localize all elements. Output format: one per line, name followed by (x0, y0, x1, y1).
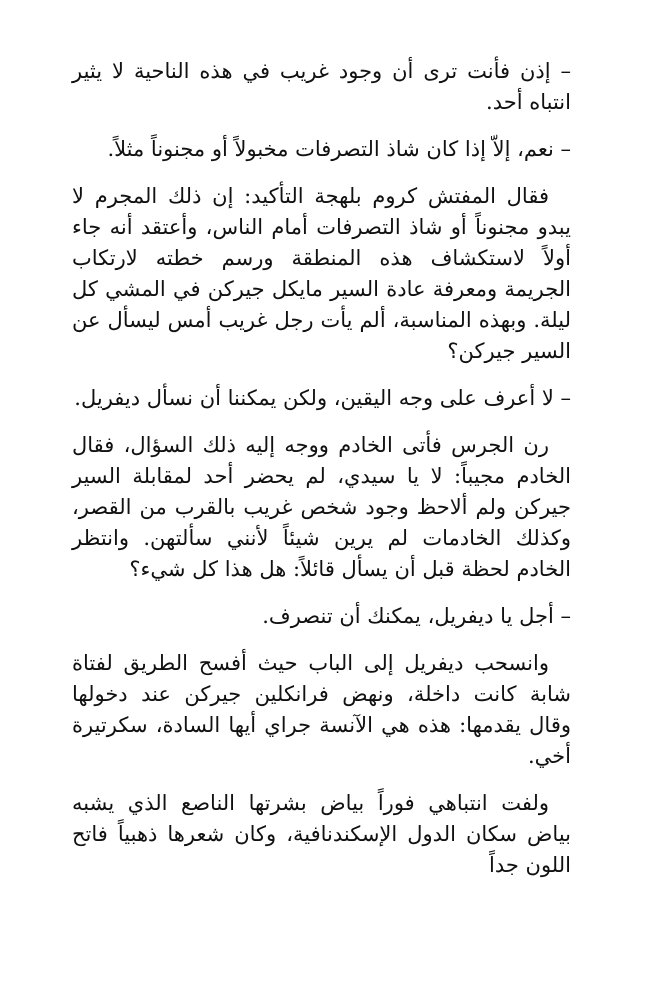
dialogue-paragraph: – أجل يا ديفريل، يمكنك أن تنصرف. (262, 604, 571, 628)
narrative-paragraph: ولفت انتباهي فوراً بياض بشرتها الناصع الذي يشبه بياض سكان الدول الإسكندنافية، وكان شعرها ذهبياً فاتح اللون جداً (72, 791, 571, 877)
dialogue-paragraph: – نعم، إلاّ إذا كان شاذ التصرفات مخبولاً أو مجنوناً مثلاً. (107, 137, 571, 161)
narrative-paragraph: وانسحب ديفريل إلى الباب حيث أفسح الطريق لفتاة شابة كانت داخلة، ونهض فرانكلين جيركن عند دخولها وقال يقدمها: هذه هي الآنسة جراي أيها السادة، سكرتيرة أخي. (72, 651, 571, 768)
dialogue-paragraph: – لا أعرف على وجه اليقين، ولكن يمكننا أن نسأل ديفريل. (74, 386, 571, 410)
narrative-paragraph: رن الجرس فأتى الخادم ووجه إليه ذلك السؤال، فقال الخادم مجيباً: لا يا سيدي، لم يحضر أحد لمقابلة السير جيركن ولم ألاحظ وجود شخص غريب بالقرب من القصر، وكذلك الخادمات لم يرين شيئاً لأنني سألتهن. وانتظر الخادم لحظة قبل أن يسأل قائلاً: هل هذا كل شيء؟ (72, 433, 571, 581)
narrative-paragraph: فقال المفتش كروم بلهجة التأكيد: إن ذلك المجرم لا يبدو مجنوناً أو شاذ التصرفات أمام الناس، وأعتقد أنه جاء أولاً لاستكشاف هذه المنطقة ورسم خطته لارتكاب الجريمة ومعرفة عادة السير مايكل جيركن في المشي كل ليلة. وبهذه المناسبة، ألم يأت رجل غريب أمس ليسأل عن السير جيركن؟ (72, 184, 571, 363)
dialogue-paragraph: – إذن فأنت ترى أن وجود غريب في هذه الناحية لا يثير انتباه أحد. (72, 59, 571, 114)
